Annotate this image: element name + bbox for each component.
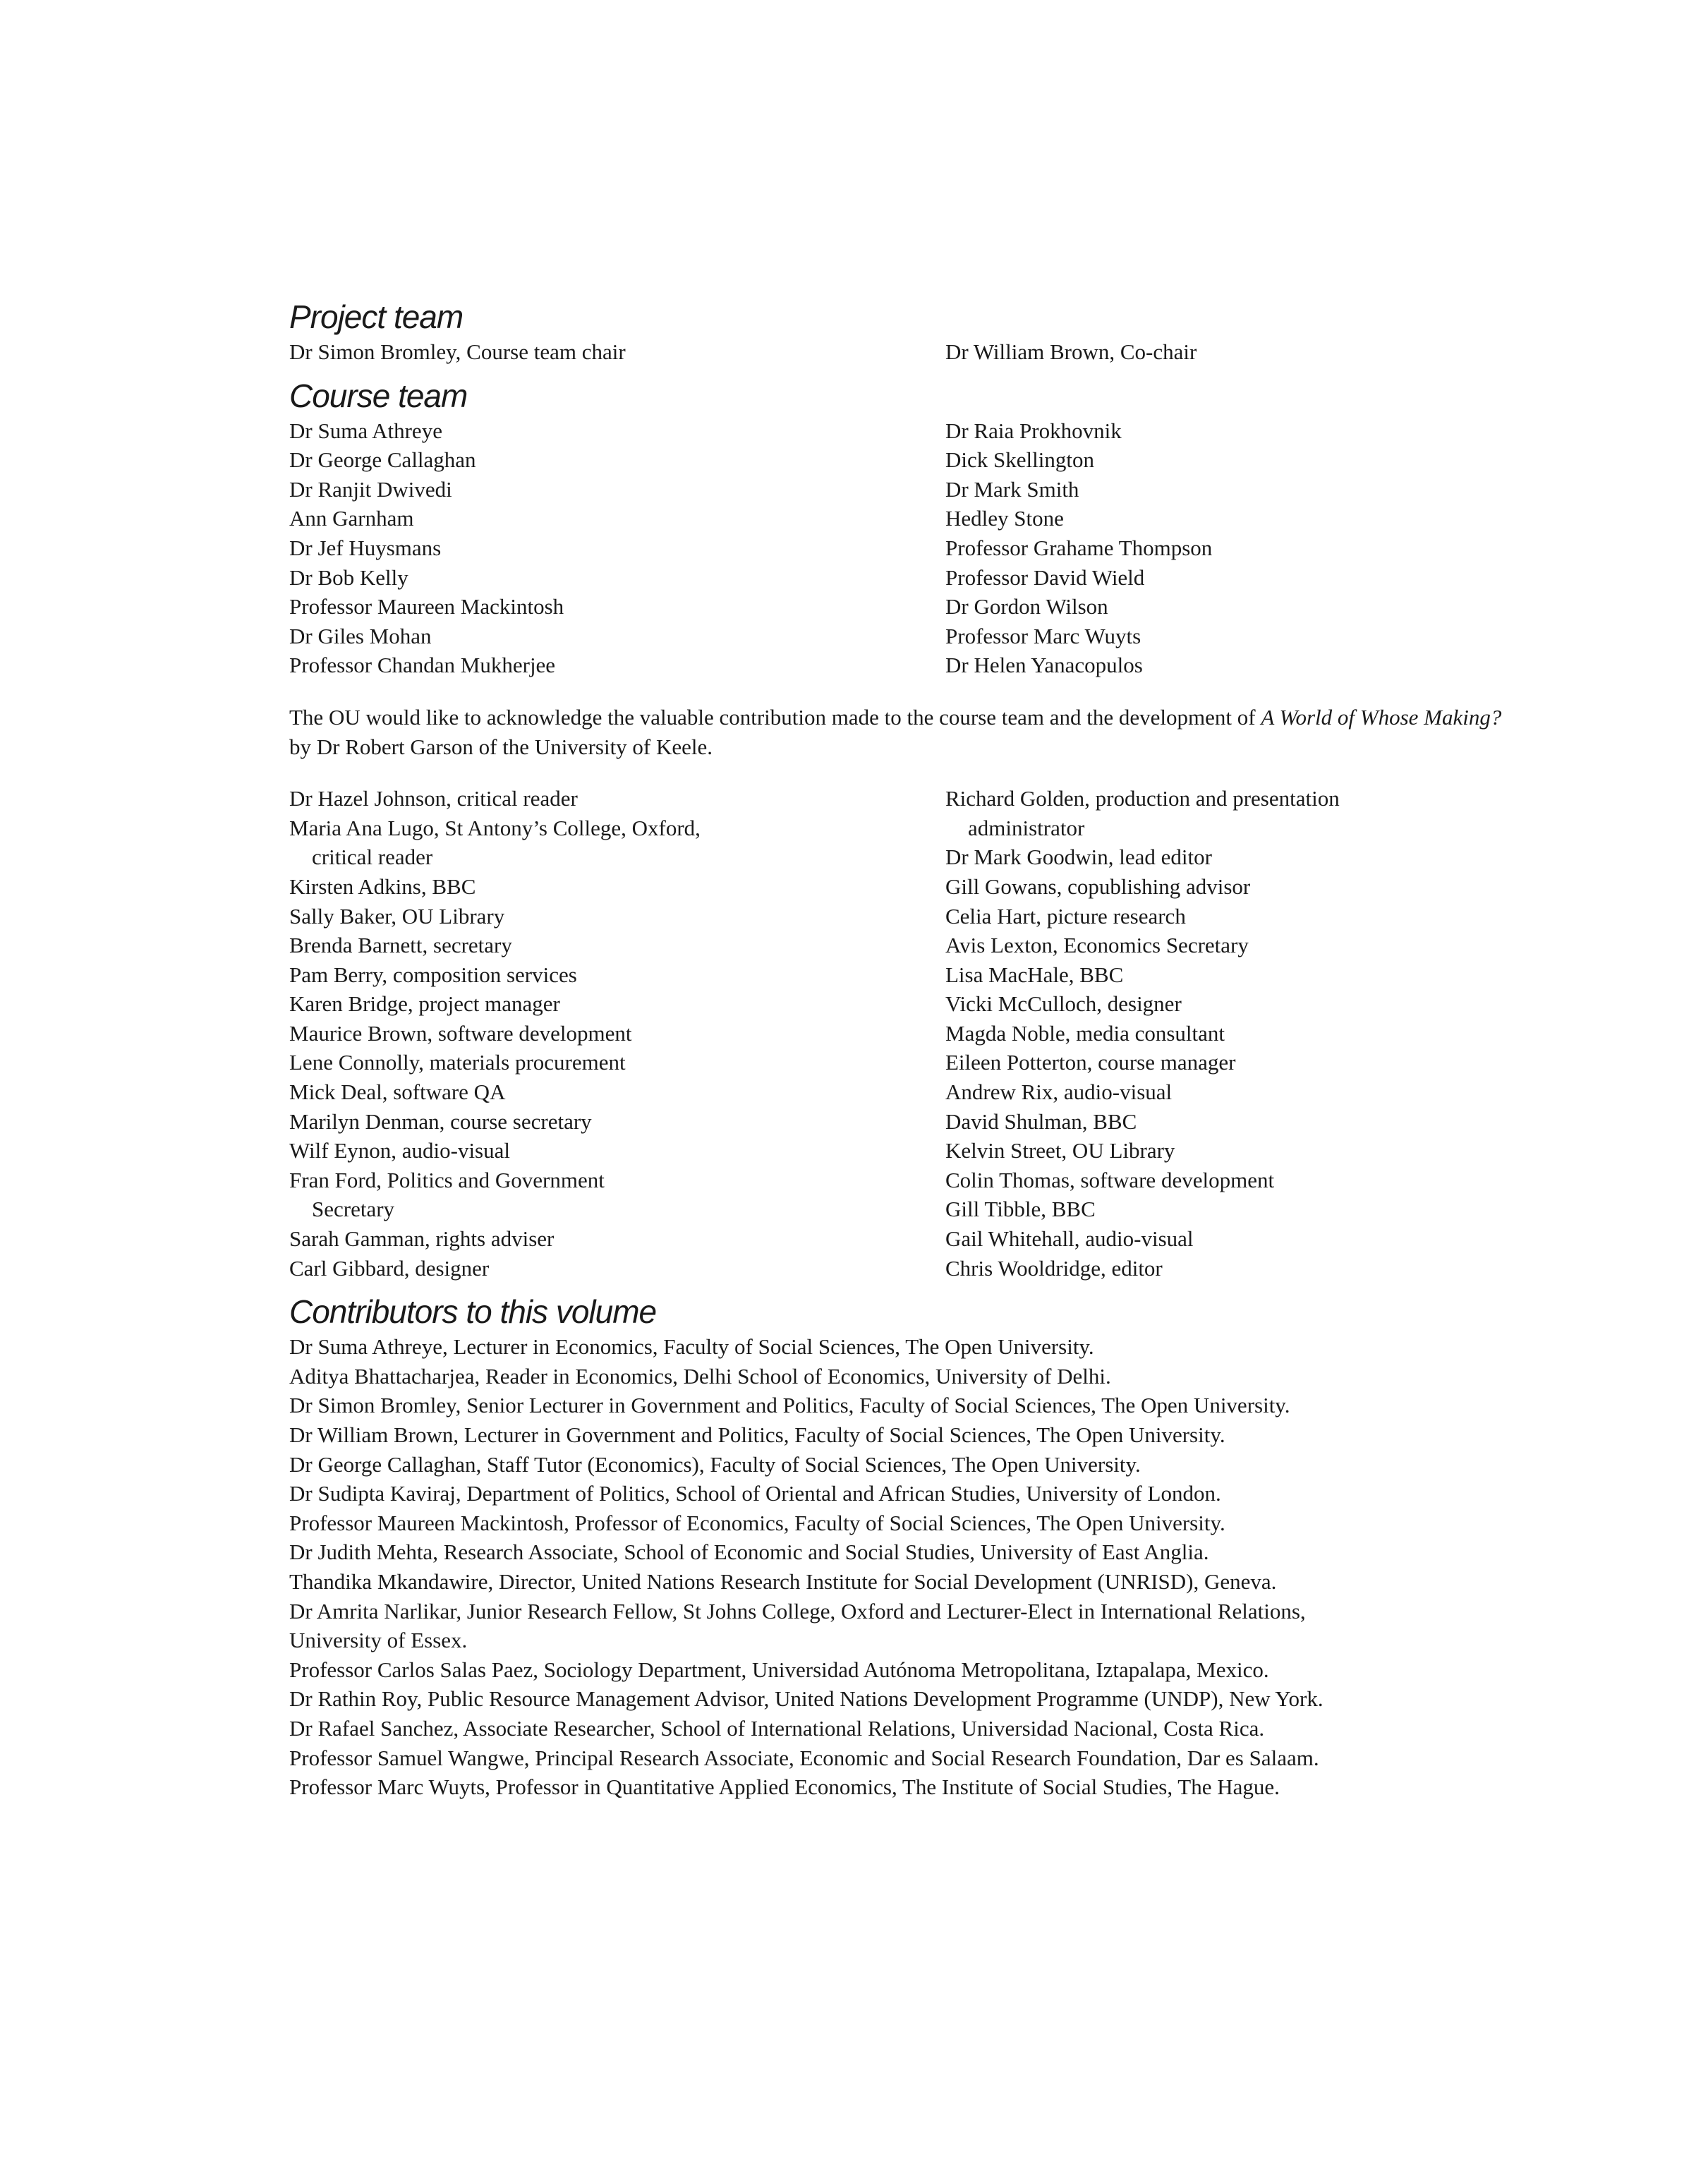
staff-left-column [289, 784, 945, 1283]
staff-entry: Avis Lexton, Economics Secretary [945, 933, 1249, 958]
course-team-member: Dr Jef Huysmans [289, 535, 442, 560]
staff-entry: Gill Gowans, copublishing advisor [945, 873, 1251, 899]
course-team-list [289, 416, 1517, 680]
staff-entry: Pam Berry, composition services [289, 962, 577, 987]
course-team-member: Professor Grahame Thompson [945, 535, 1213, 560]
course-team-member: Dr Raia Prokhovnik [945, 418, 1122, 443]
contributor-entry: Dr Rathin Roy, Public Resource Management Advisor, United Nations Development Programme (UNDP), New York. [289, 1686, 1324, 1712]
course-team-member: Dr Ranjit Dwivedi [289, 476, 452, 502]
acknowledgement-text-after: by Dr Robert Garson of the University of Keele. [289, 734, 713, 759]
project-team-left [289, 337, 945, 367]
staff-entry: Maurice Brown, software development [289, 1020, 632, 1046]
course-team-member: Dr Giles Mohan [289, 623, 432, 648]
contributor-entry: Dr Rafael Sanchez, Associate Researcher, School of International Relations, Universidad Nacional, Costa Rica. [289, 1715, 1265, 1741]
course-team-member: Professor David Wield [945, 564, 1145, 590]
staff-entry: Celia Hart, picture research [945, 903, 1186, 929]
course-team-member: Dick Skellington [945, 447, 1094, 473]
staff-entry: Sally Baker, OU Library [289, 903, 505, 929]
staff-entry: Vicki McCulloch, designer [945, 991, 1182, 1017]
book-title: A World of Whose Making? [1261, 704, 1502, 730]
staff-entry-continuation: Secretary [312, 1197, 395, 1222]
staff-entry: Kirsten Adkins, BBC [289, 873, 476, 899]
contributor-entry: Dr George Callaghan, Staff Tutor (Economics), Faculty of Social Sciences, The Open University. [289, 1451, 1141, 1477]
staff-entry: Brenda Barnett, secretary [289, 933, 512, 958]
staff-right-column [945, 784, 1517, 1283]
staff-entry: Karen Bridge, project manager [289, 991, 560, 1017]
staff-entry-continuation: administrator [968, 815, 1085, 840]
contributor-entry: Aditya Bhattacharjea, Reader in Economics, Delhi School of Economics, University of Delhi. [289, 1363, 1111, 1389]
contributor-entry: Dr Amrita Narlikar, Junior Research Fellow, St Johns College, Oxford and Lecturer-Elect in International Relations, [289, 1598, 1306, 1623]
staff-entry: Colin Thomas, software development [945, 1167, 1275, 1192]
course-team-member: Dr Gordon Wilson [945, 594, 1108, 619]
contributor-entry: Dr Suma Athreye, Lecturer in Economics, Faculty of Social Sciences, The Open University. [289, 1334, 1094, 1360]
course-team-right [945, 416, 1517, 680]
staff-entry: Andrew Rix, audio-visual [945, 1080, 1173, 1105]
course-team-left [289, 416, 945, 680]
project-team-right [945, 337, 1517, 367]
course-team-member: Professor Maureen Mackintosh [289, 594, 564, 619]
staff-entry: Gail Whitehall, audio-visual [945, 1226, 1194, 1252]
staff-entry-continuation: critical reader [312, 845, 433, 870]
acknowledgement-paragraph [289, 703, 1517, 761]
course-team-member: Dr Helen Yanacopulos [945, 653, 1143, 678]
project-team-list [289, 337, 1517, 367]
staff-entry: Wilf Eynon, audio-visual [289, 1138, 510, 1163]
contributor-entry: Dr Judith Mehta, Research Associate, School of Economic and Social Studies, University of East Anglia. [289, 1540, 1209, 1565]
staff-entry: Eileen Potterton, course manager [945, 1050, 1236, 1075]
staff-entry: Carl Gibbard, designer [289, 1255, 490, 1281]
contributor-entry: Dr William Brown, Lecturer in Government and Politics, Faculty of Social Sciences, The Open University. [289, 1422, 1225, 1447]
course-team-member: Dr Suma Athreye [289, 418, 442, 443]
staff-entry: Kelvin Street, OU Library [945, 1138, 1175, 1163]
contributors-list [289, 1332, 1517, 1802]
course-team-member: Ann Garnham [289, 506, 414, 531]
staff-entry: Gill Tibble, BBC [945, 1197, 1096, 1222]
course-team-member: Dr Bob Kelly [289, 564, 408, 590]
course-team-heading: Course team [289, 377, 468, 414]
staff-entry: Lene Connolly, materials procurement [289, 1050, 626, 1075]
staff-entry: Dr Hazel Johnson, critical reader [289, 786, 578, 811]
staff-entry: Richard Golden, production and presentation [945, 786, 1340, 811]
course-team-member: Dr Mark Smith [945, 476, 1079, 502]
staff-entry: Sarah Gamman, rights adviser [289, 1226, 555, 1252]
project-team-heading: Project team [289, 298, 464, 335]
staff-list [289, 784, 1517, 1283]
course-team-member: Dr George Callaghan [289, 447, 476, 473]
staff-entry: David Shulman, BBC [945, 1108, 1137, 1134]
contributors-heading: Contributors to this volume [289, 1293, 657, 1331]
acknowledgement-text-before: The OU would like to acknowledge the valuable contribution made to the course team and the development of [289, 704, 1261, 730]
contributor-entry: Professor Marc Wuyts, Professor in Quantitative Applied Economics, The Institute of Social Studies, The Hague. [289, 1774, 1280, 1800]
project-team-member: Dr William Brown, Co-chair [945, 339, 1197, 364]
contributor-entry: University of Essex. [289, 1628, 468, 1653]
contributor-entry: Professor Samuel Wangwe, Principal Research Associate, Economic and Social Research Foundation, Dar es Salaam. [289, 1745, 1319, 1770]
staff-entry: Fran Ford, Politics and Government [289, 1167, 605, 1192]
contributor-entry: Thandika Mkandawire, Director, United Nations Research Institute for Social Development (UNRISD), Geneva. [289, 1568, 1277, 1594]
project-team-member: Dr Simon Bromley, Course team chair [289, 339, 626, 364]
contributor-entry: Professor Maureen Mackintosh, Professor of Economics, Faculty of Social Sciences, The Open University. [289, 1510, 1225, 1535]
contributor-entry: Dr Simon Bromley, Senior Lecturer in Government and Politics, Faculty of Social Sciences, The Open University. [289, 1393, 1290, 1418]
staff-entry: Dr Mark Goodwin, lead editor [945, 845, 1212, 870]
credits-page [289, 296, 1517, 1802]
contributor-entry: Dr Sudipta Kaviraj, Department of Politics, School of Oriental and African Studies, University of London. [289, 1481, 1221, 1506]
course-team-member: Professor Marc Wuyts [945, 623, 1141, 648]
staff-entry: Mick Deal, software QA [289, 1080, 506, 1105]
staff-entry: Chris Wooldridge, editor [945, 1255, 1163, 1281]
contributor-entry: Professor Carlos Salas Paez, Sociology Department, Universidad Autónoma Metropolitana, Iztapalapa, Mexico. [289, 1657, 1269, 1682]
staff-entry: Maria Ana Lugo, St Antony’s College, Oxford, [289, 815, 701, 840]
staff-entry: Lisa MacHale, BBC [945, 962, 1124, 987]
staff-entry: Marilyn Denman, course secretary [289, 1108, 592, 1134]
staff-entry: Magda Noble, media consultant [945, 1020, 1225, 1046]
course-team-member: Professor Chandan Mukherjee [289, 653, 556, 678]
course-team-member: Hedley Stone [945, 506, 1064, 531]
